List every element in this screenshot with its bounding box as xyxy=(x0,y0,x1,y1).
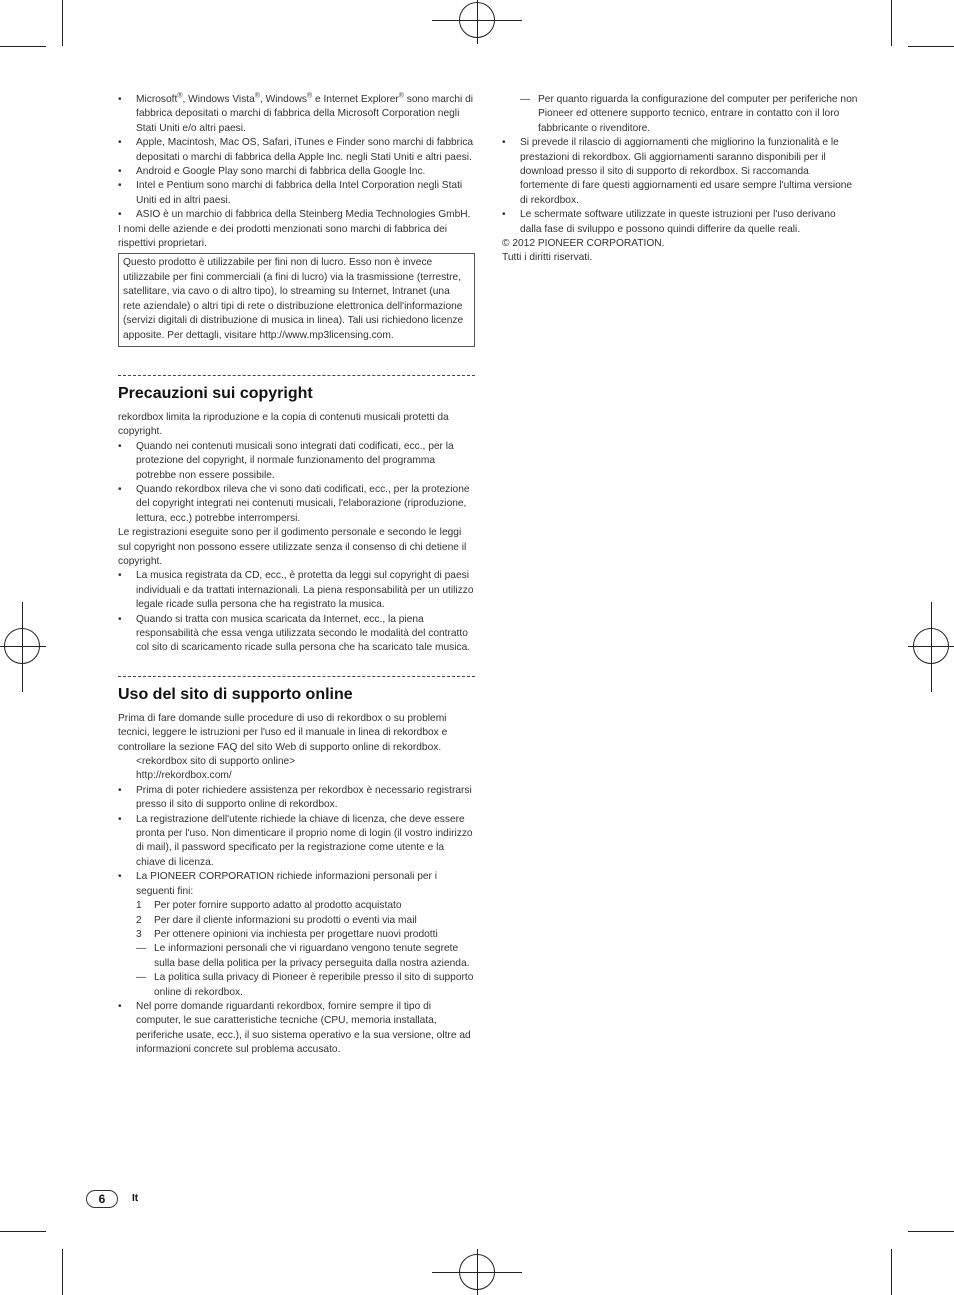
companies-note: I nomi delle aziende e dei prodotti menzionati sono marchi di fabbrica dei rispettivi proprietari. xyxy=(118,223,448,250)
purpose-item xyxy=(136,914,475,928)
copyright-list xyxy=(118,440,475,526)
list-item xyxy=(118,93,475,136)
registered-mark: ® xyxy=(398,92,404,100)
support-list xyxy=(118,784,475,1058)
peripheral-support-note xyxy=(502,93,859,136)
copyright-paragraph: Le registrazioni eseguite sono per il godimento personale e secondo le leggi sul copyright non possono essere utilizzate senza il consenso di chi detiene il copyright. xyxy=(118,527,467,567)
support-heading: Uso del sito di supporto online xyxy=(118,685,353,703)
page-number: 6 xyxy=(86,1190,118,1208)
list-item: • Quando nei contenuti musicali sono integrati dati codificati, ecc., per la protezione del copyright, il normale funzionamento del programma potrebbe non essere possibile. xyxy=(118,440,475,483)
purpose-item xyxy=(136,928,475,942)
language-code: It xyxy=(132,1193,139,1204)
item-number: 1 xyxy=(136,900,142,912)
list-item: • La registrazione dell'utente richiede la chiave di licenza, che deve essere pronta per l'uso. Non dimenticare il proprio nome di login (il vostro indirizzo di mail), il password specificato per la registrazione come utente e la chiave di licenza. xyxy=(118,813,475,871)
purpose-item xyxy=(136,899,475,913)
list-item: • Intel e Pentium sono marchi di fabbrica della Intel Corporation negli Stati Uniti ed in altri paesi. xyxy=(118,179,475,208)
crop-mark xyxy=(891,0,892,46)
list-item: • Quando rekordbox rileva che vi sono dati codificati, ecc., per la protezione del copyright integrati nei contenuti musicali, l'elaborazione (riproduzione, lettura, ecc.) potrebbe interrompersi. xyxy=(118,483,475,526)
peripheral-support-text: Per quanto riguarda la configurazione del computer per periferiche non Pioneer ed ottenere supporto tecnico, entrare in contatto con il loro fabbricante o rivenditore. xyxy=(538,94,858,134)
support-site-url[interactable]: http://rekordbox.com/ xyxy=(136,770,232,782)
trademark-text: , Windows xyxy=(259,94,307,105)
left-column xyxy=(118,93,475,1058)
trademark-text: Microsoft xyxy=(136,94,178,105)
copyright-list xyxy=(118,569,475,655)
registration-circle-icon xyxy=(459,1254,495,1290)
trademark-list xyxy=(118,93,475,223)
purpose-text: Per dare il cliente informazioni su prodotti o eventi via mail xyxy=(154,914,417,926)
list-item: • Apple, Macintosh, Mac OS, Safari, iTunes e Finder sono marchi di fabbrica depositati o marchi di fabbrica della Apple Inc. negli Stati Uniti e altri paesi. xyxy=(118,136,475,165)
registered-mark: ® xyxy=(177,92,183,100)
list-item: • ASIO è un marchio di fabbrica della Steinberg Media Technologies GmbH. xyxy=(118,208,475,222)
dash-mark: — xyxy=(136,972,147,984)
crop-mark xyxy=(891,1249,892,1295)
crop-mark xyxy=(908,46,954,47)
privacy-note xyxy=(136,971,475,1000)
trademark-text: e Internet Explorer xyxy=(312,94,399,105)
registered-mark: ® xyxy=(306,92,313,100)
right-column xyxy=(502,93,859,266)
crop-mark xyxy=(908,1231,954,1232)
list-item: • La musica registrata da CD, ecc., è protetta da leggi sul copyright di paesi individuali e da trattati internazionali. La piena responsabilità per un utilizzo legale ricade sulla persona che ha registrato la musica. xyxy=(118,569,475,612)
copyright-heading: Precauzioni sui copyright xyxy=(118,384,313,402)
licensing-notice-box: Questo prodotto è utilizzabile per fini non di lucro. Esso non è invece utilizzabile per fini commerciali (a fini di lucro) via la trasmissione (terrestre, satellitare, via cavo o di altro tipo), lo streaming su Internet, Intranet (una rete aziendale) o altri tipi di rete o distribuzione elettronica dell'informazione (servizi digitali di distribuzione di musica in linea). Tali usi richiedono licenze apposite. Per dettagli, visitare http://www.mp3licensing.com. xyxy=(118,253,475,346)
purpose-text: Per ottenere opinioni via inchiesta per progettare nuovi prodotti xyxy=(154,928,438,940)
registration-circle-icon xyxy=(459,2,495,38)
crop-mark xyxy=(0,1231,46,1232)
crop-mark xyxy=(62,1249,63,1295)
dash-mark: — xyxy=(136,943,147,955)
trademark-text: sono marchi di fabbrica depositati o marchi di fabbrica della Microsoft Corporation negli Stati Uniti e/o altri paesi. xyxy=(136,94,474,134)
registration-circle-icon xyxy=(913,628,949,664)
list-item: • Nel porre domande riguardanti rekordbox, fornire sempre il tipo di computer, le sue caratteristiche tecniche (CPU, memoria installata, periferiche usate, ecc.), il suo sistema operativo e la sua versione, oltre ad informazioni concrete sul problema accusato. xyxy=(118,1000,475,1058)
trademark-text: , Windows Vista xyxy=(182,94,255,105)
list-item: • Android e Google Play sono marchi di fabbrica della Google Inc. xyxy=(118,165,475,179)
privacy-note xyxy=(136,942,475,971)
privacy-note-text: La politica sulla privacy di Pioneer è reperibile presso il sito di supporto online di rekordbox. xyxy=(154,972,474,998)
crop-mark xyxy=(62,0,63,46)
copyright-intro: rekordbox limita la riproduzione e la copia di contenuti musicali protetti da copyright. xyxy=(118,411,449,438)
list-item: • Quando si tratta con musica scaricata da Internet, ecc., la piena responsabilità che essa venga utilizzata secondo le modalità del contratto col sito di scaricamento ricade sulla persona che ha scaricato tale musica. xyxy=(118,613,475,656)
list-item xyxy=(118,870,475,1000)
item-number: 2 xyxy=(136,914,142,926)
support-site-label: <rekordbox sito di supporto online> xyxy=(136,756,296,768)
support-site-block xyxy=(118,755,475,784)
list-item: • Prima di poter richiedere assistenza per rekordbox è necessario registrarsi presso il sito di supporto online di rekordbox. xyxy=(118,784,475,813)
personal-info-text: • La PIONEER CORPORATION richiede informazioni personali per i seguenti fini: xyxy=(136,871,438,897)
list-item: • Le schermate software utilizzate in queste istruzioni per l'uso derivano dalla fase di sviluppo e possono quindi differire da quelle reali. xyxy=(502,208,859,237)
purpose-text: Per poter fornire supporto adatto al prodotto acquistato xyxy=(154,900,402,912)
crop-mark xyxy=(0,46,46,47)
registered-mark: ® xyxy=(254,92,260,100)
right-list xyxy=(502,136,859,237)
registration-circle-icon xyxy=(4,628,40,664)
support-intro: Prima di fare domande sulle procedure di uso di rekordbox o su problemi tecnici, leggere le istruzioni per l'uso ed il manuale in linea di rekordbox e controllare la sezione FAQ del sito Web di supporto online di rekordbox. xyxy=(118,712,448,753)
section-divider xyxy=(118,676,475,677)
privacy-note-text: Le informazioni personali che vi riguardano vengono tenute segrete sulla base della politica per la privacy perseguita dalla nostra azienda. xyxy=(154,943,470,969)
section-divider xyxy=(118,375,475,376)
list-item: • Si prevede il rilascio di aggiornamenti che migliorino la funzionalità e le prestazioni di rekordbox. Gli aggiornamenti saranno disponibili per il download presso il sito di supporto di rekordbox. Si raccomanda fortemente di fare questi aggiornamenti ed usare sempre l'ultima versione di rekordbox. xyxy=(502,136,859,208)
item-number: 3 xyxy=(136,928,142,940)
copyright-line: © 2012 PIONEER CORPORATION. xyxy=(502,238,665,250)
rights-line: Tutti i diritti riservati. xyxy=(502,252,593,264)
dash-mark: — xyxy=(520,94,531,105)
